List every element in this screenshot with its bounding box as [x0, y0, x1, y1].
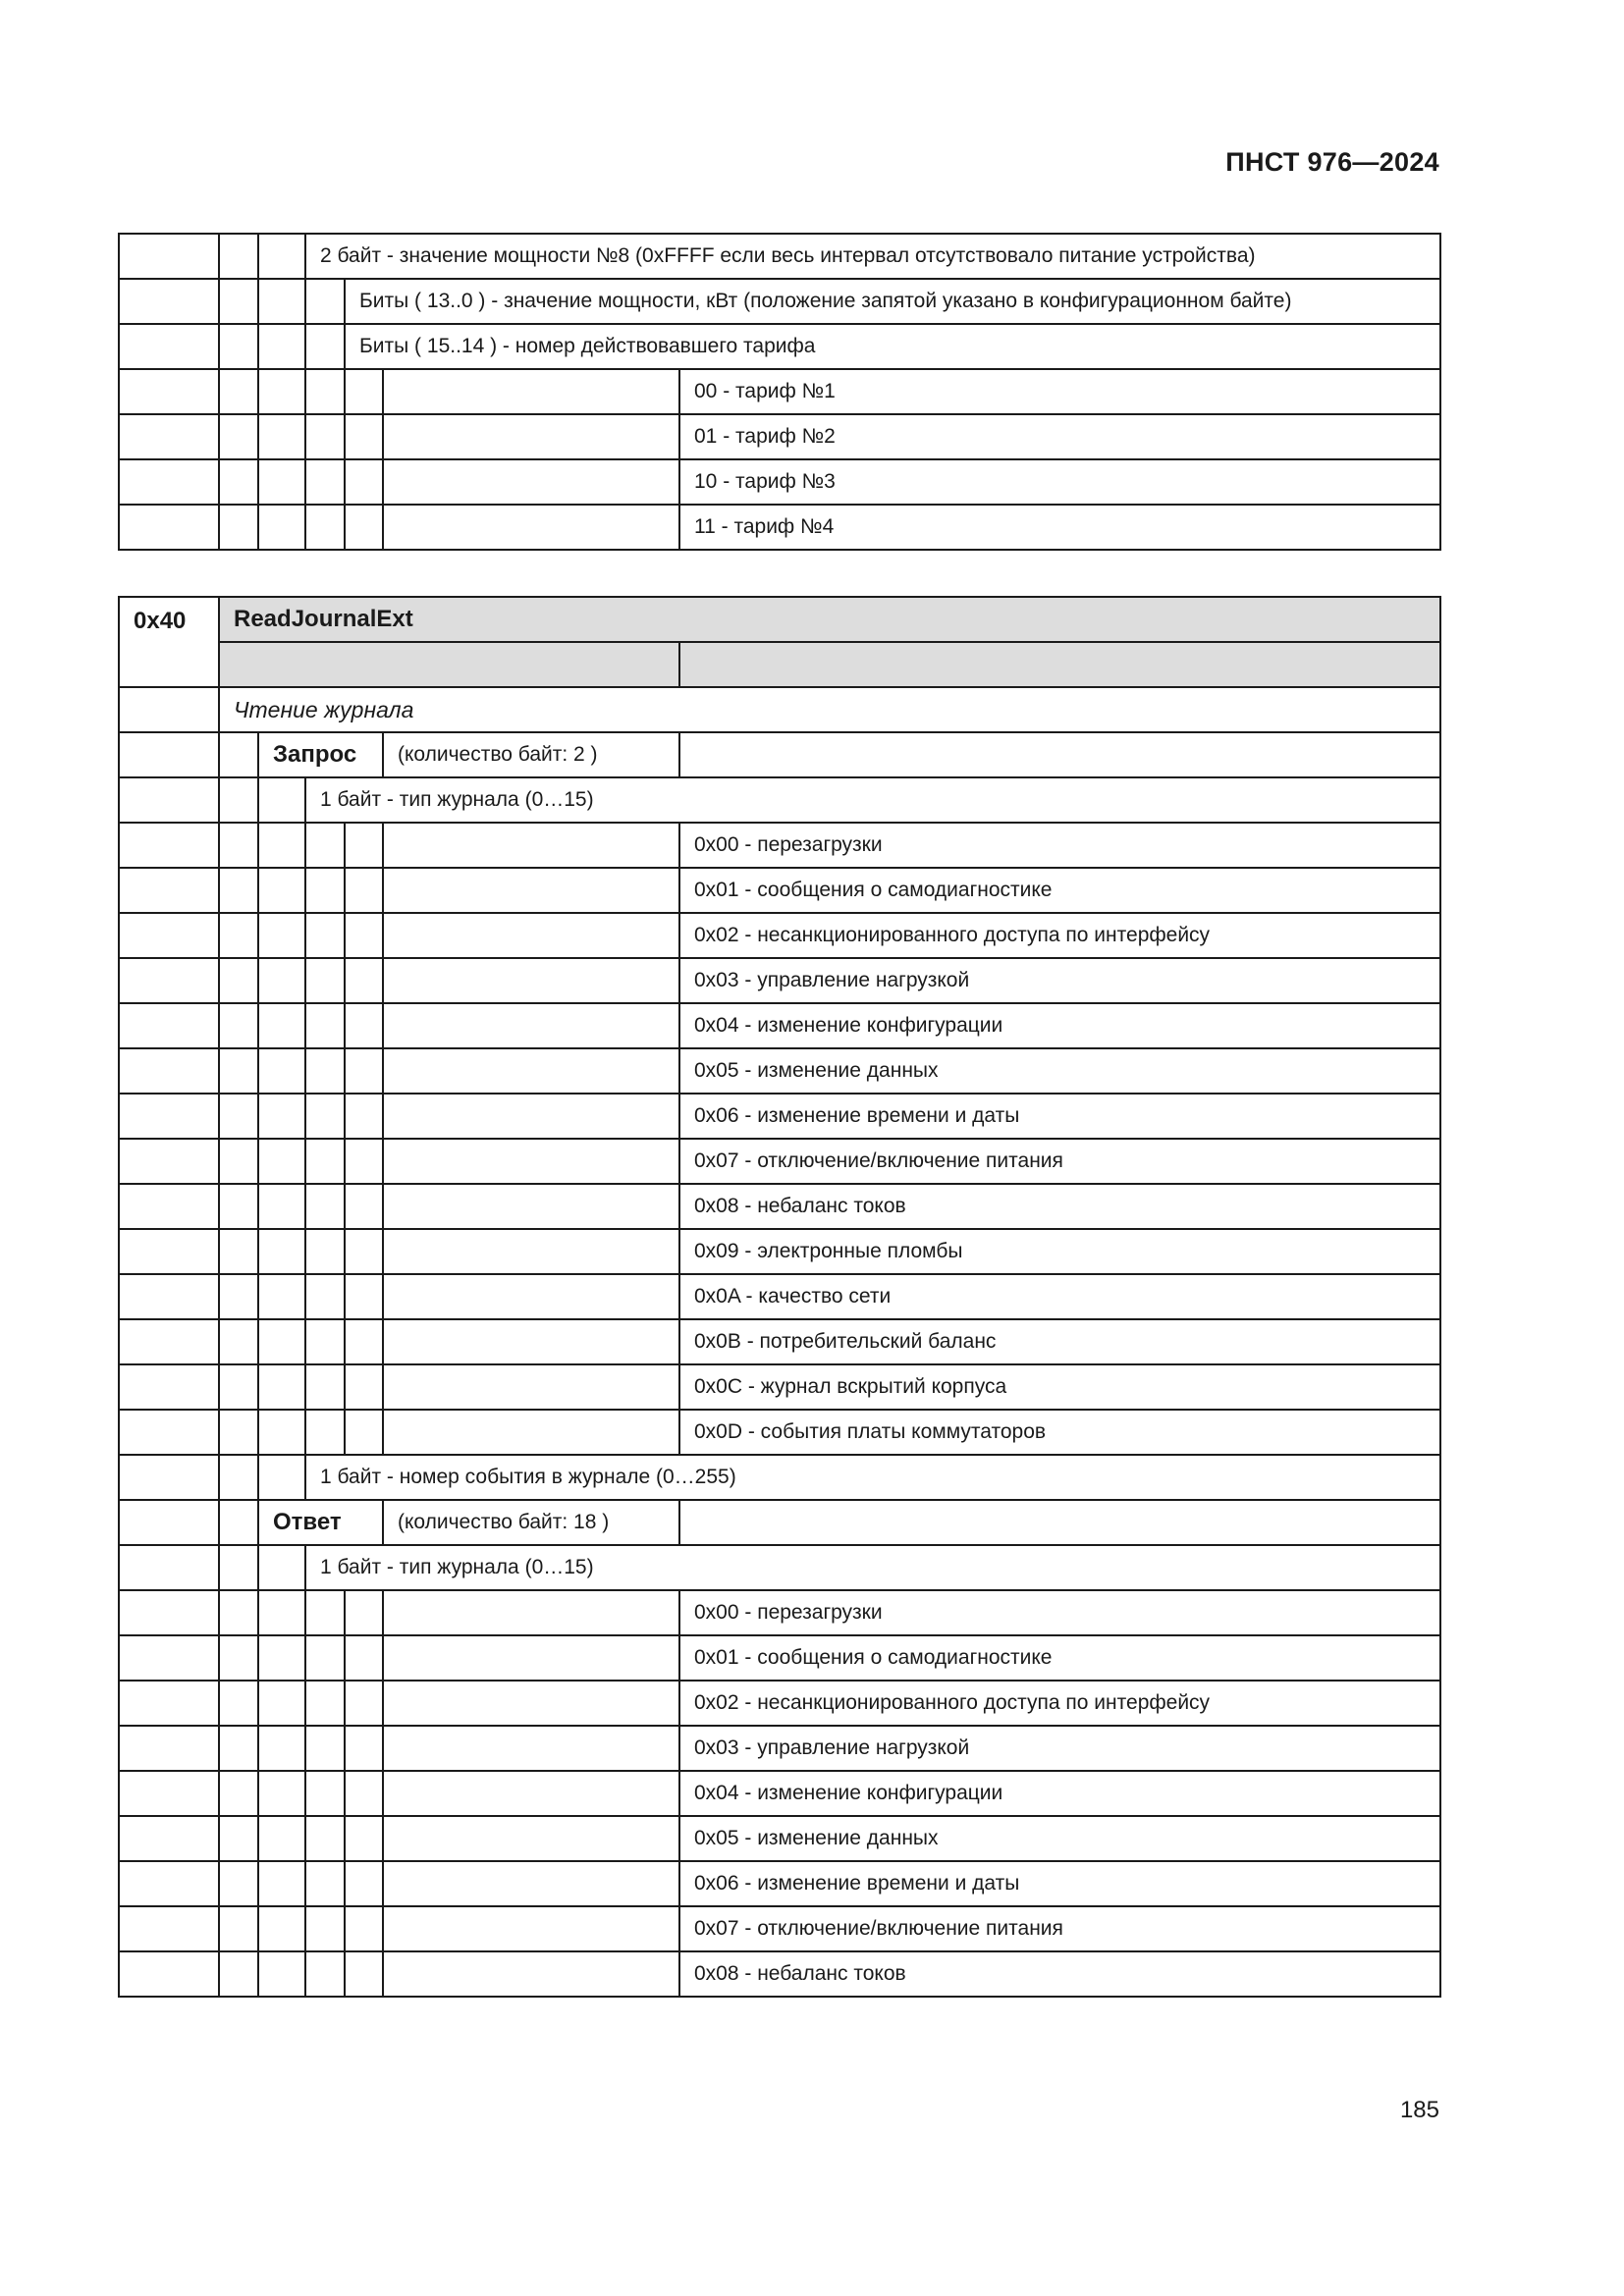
empty-cell [119, 1771, 219, 1816]
empty-cell [219, 1139, 258, 1184]
list-value: 0x03 - управление нагрузкой [679, 958, 1440, 1003]
empty-cell [258, 1410, 305, 1455]
empty-cell [305, 1139, 345, 1184]
list-value: 0x01 - сообщения о самодиагностике [679, 1635, 1440, 1681]
list-value: 01 - тариф №2 [679, 414, 1440, 459]
list-row [119, 1184, 1440, 1229]
command-description: Чтение журнала [219, 687, 1440, 732]
empty-cell [305, 1861, 345, 1906]
request-byte-count: (количество байт: 2 ) [383, 732, 679, 777]
empty-cell [345, 868, 383, 913]
page-number: 185 [1399, 2097, 1439, 2123]
empty-cell [119, 1681, 219, 1726]
empty-cell [305, 1184, 345, 1229]
empty-cell [219, 1455, 258, 1500]
empty-cell [305, 1590, 345, 1635]
empty-cell [305, 1635, 345, 1681]
empty-cell [119, 414, 219, 459]
empty-cell [119, 1048, 219, 1094]
subheader-cell [679, 642, 1440, 687]
list-row [119, 958, 1440, 1003]
table-row [119, 1545, 1440, 1590]
empty-cell [119, 505, 219, 550]
empty-cell [679, 732, 1440, 777]
empty-cell [383, 1274, 679, 1319]
empty-cell [119, 823, 219, 868]
list-row [119, 1048, 1440, 1094]
list-value: 0x05 - изменение данных [679, 1816, 1440, 1861]
empty-cell [383, 1681, 679, 1726]
list-value: 10 - тариф №3 [679, 459, 1440, 505]
empty-cell [119, 1816, 219, 1861]
empty-cell [345, 913, 383, 958]
empty-cell [258, 1139, 305, 1184]
bits-power-description: Биты ( 13..0 ) - значение мощности, кВт (положение запятой указано в конфигурационном байте) [345, 279, 1440, 324]
empty-cell [305, 1681, 345, 1726]
list-value: 0x04 - изменение конфигурации [679, 1771, 1440, 1816]
list-value: 0x08 - небаланс токов [679, 1184, 1440, 1229]
empty-cell [345, 414, 383, 459]
empty-cell [679, 1500, 1440, 1545]
empty-cell [258, 1771, 305, 1816]
empty-cell [345, 1410, 383, 1455]
list-row [119, 1139, 1440, 1184]
empty-cell [345, 1184, 383, 1229]
empty-cell [258, 324, 305, 369]
empty-cell [219, 1500, 258, 1545]
empty-cell [219, 459, 258, 505]
empty-cell [345, 1635, 383, 1681]
empty-cell [219, 1861, 258, 1906]
empty-cell [305, 1816, 345, 1861]
empty-cell [345, 1590, 383, 1635]
empty-cell [345, 1094, 383, 1139]
empty-cell [258, 1726, 305, 1771]
empty-cell [258, 823, 305, 868]
empty-cell [258, 868, 305, 913]
response-header-row [119, 1500, 1440, 1545]
empty-cell [305, 958, 345, 1003]
empty-cell [258, 414, 305, 459]
empty-cell [119, 1906, 219, 1951]
empty-cell [258, 1229, 305, 1274]
empty-cell [258, 1003, 305, 1048]
response-journal-type: 1 байт - тип журнала (0…15) [305, 1545, 1440, 1590]
empty-cell [119, 1003, 219, 1048]
list-row [119, 1906, 1440, 1951]
list-row [119, 1861, 1440, 1906]
command-title-row [119, 597, 1440, 642]
empty-cell [258, 1545, 305, 1590]
empty-cell [219, 1681, 258, 1726]
empty-cell [383, 1048, 679, 1094]
empty-cell [383, 1635, 679, 1681]
empty-cell [119, 687, 219, 732]
empty-cell [119, 1726, 219, 1771]
list-row [119, 1003, 1440, 1048]
empty-cell [345, 1139, 383, 1184]
empty-cell [383, 868, 679, 913]
empty-cell [219, 823, 258, 868]
empty-cell [119, 1545, 219, 1590]
empty-cell [219, 868, 258, 913]
list-value: 0x02 - несанкционированного доступа по интерфейсу [679, 1681, 1440, 1726]
empty-cell [305, 1003, 345, 1048]
list-value: 0x0C - журнал вскрытий корпуса [679, 1364, 1440, 1410]
empty-cell [305, 414, 345, 459]
empty-cell [119, 1364, 219, 1410]
empty-cell [219, 1771, 258, 1816]
list-row [119, 1771, 1440, 1816]
list-row [119, 868, 1440, 913]
list-row [119, 913, 1440, 958]
empty-cell [119, 1094, 219, 1139]
empty-cell [345, 958, 383, 1003]
empty-cell [383, 459, 679, 505]
empty-cell [345, 1906, 383, 1951]
empty-cell [119, 1500, 219, 1545]
table-row [119, 234, 1440, 279]
request-label: Запрос [258, 732, 383, 777]
empty-cell [219, 1816, 258, 1861]
empty-cell [383, 1139, 679, 1184]
empty-cell [305, 1274, 345, 1319]
empty-cell [219, 913, 258, 958]
bits-tariff-description: Биты ( 15..14 ) - номер действовавшего тарифа [345, 324, 1440, 369]
empty-cell [305, 1048, 345, 1094]
empty-cell [119, 732, 219, 777]
table-row [119, 687, 1440, 732]
empty-cell [383, 1364, 679, 1410]
empty-cell [258, 1635, 305, 1681]
list-value: 0x05 - изменение данных [679, 1048, 1440, 1094]
empty-cell [383, 1229, 679, 1274]
subheader-cell [219, 642, 679, 687]
table-row [119, 1455, 1440, 1500]
list-row [119, 414, 1440, 459]
empty-cell [383, 823, 679, 868]
empty-cell [119, 279, 219, 324]
empty-cell [305, 913, 345, 958]
empty-cell [345, 1048, 383, 1094]
empty-cell [305, 1229, 345, 1274]
list-row [119, 1816, 1440, 1861]
list-row [119, 823, 1440, 868]
empty-cell [258, 777, 305, 823]
empty-cell [383, 1094, 679, 1139]
list-value: 0x06 - изменение времени и даты [679, 1094, 1440, 1139]
list-value: 00 - тариф №1 [679, 369, 1440, 414]
empty-cell [219, 1364, 258, 1410]
empty-cell [383, 913, 679, 958]
list-row [119, 1951, 1440, 1997]
empty-cell [305, 1319, 345, 1364]
list-value: 0x00 - перезагрузки [679, 1590, 1440, 1635]
empty-cell [383, 1184, 679, 1229]
empty-cell [383, 505, 679, 550]
empty-cell [383, 1003, 679, 1048]
list-value: 0x03 - управление нагрузкой [679, 1726, 1440, 1771]
empty-cell [119, 459, 219, 505]
empty-cell [345, 1771, 383, 1816]
list-value: 0x04 - изменение конфигурации [679, 1003, 1440, 1048]
empty-cell [219, 1726, 258, 1771]
empty-cell [305, 1364, 345, 1410]
empty-cell [383, 369, 679, 414]
empty-cell [219, 279, 258, 324]
document-id: ПНСТ 976—2024 [1225, 147, 1439, 177]
empty-cell [258, 1184, 305, 1229]
empty-cell [258, 1681, 305, 1726]
empty-cell [345, 459, 383, 505]
empty-cell [258, 1951, 305, 1997]
list-row [119, 1274, 1440, 1319]
list-value: 0x08 - небаланс токов [679, 1951, 1440, 1997]
list-value: 0x07 - отключение/включение питания [679, 1906, 1440, 1951]
empty-cell [119, 958, 219, 1003]
empty-cell [305, 1906, 345, 1951]
empty-cell [119, 1951, 219, 1997]
empty-cell [219, 1590, 258, 1635]
list-row [119, 1364, 1440, 1410]
empty-cell [119, 777, 219, 823]
empty-cell [345, 505, 383, 550]
empty-cell [258, 1094, 305, 1139]
empty-cell [258, 369, 305, 414]
empty-cell [383, 1590, 679, 1635]
list-value: 0x09 - электронные пломбы [679, 1229, 1440, 1274]
request-event-number: 1 байт - номер события в журнале (0…255) [305, 1455, 1440, 1500]
table-row [119, 777, 1440, 823]
command-name: ReadJournalExt [219, 597, 1440, 642]
empty-cell [258, 958, 305, 1003]
list-value: 0x0D - события платы коммутаторов [679, 1410, 1440, 1455]
empty-cell [219, 1906, 258, 1951]
empty-cell [119, 1635, 219, 1681]
list-row [119, 1229, 1440, 1274]
empty-cell [119, 369, 219, 414]
empty-cell [383, 1906, 679, 1951]
empty-cell [219, 732, 258, 777]
empty-cell [219, 1951, 258, 1997]
empty-cell [383, 1816, 679, 1861]
empty-cell [383, 1951, 679, 1997]
table-row [119, 279, 1440, 324]
empty-cell [219, 1003, 258, 1048]
empty-cell [258, 1274, 305, 1319]
empty-cell [219, 1229, 258, 1274]
empty-cell [258, 279, 305, 324]
empty-cell [258, 1319, 305, 1364]
empty-cell [119, 1139, 219, 1184]
power-value-description: 2 байт - значение мощности №8 (0xFFFF если весь интервал отсутствовало питание устройства) [305, 234, 1440, 279]
empty-cell [219, 958, 258, 1003]
empty-cell [119, 1455, 219, 1500]
empty-cell [258, 1861, 305, 1906]
empty-cell [119, 1319, 219, 1364]
empty-cell [305, 369, 345, 414]
empty-cell [258, 1364, 305, 1410]
list-row [119, 369, 1440, 414]
list-row [119, 1094, 1440, 1139]
power-format-table [118, 233, 1441, 551]
empty-cell [258, 234, 305, 279]
empty-cell [345, 1951, 383, 1997]
empty-cell [219, 369, 258, 414]
list-row [119, 1635, 1440, 1681]
empty-cell [305, 459, 345, 505]
empty-cell [219, 505, 258, 550]
empty-cell [119, 868, 219, 913]
list-value: 0x0B - потребительский баланс [679, 1319, 1440, 1364]
command-code: 0x40 [119, 597, 219, 687]
empty-cell [383, 1726, 679, 1771]
empty-cell [258, 913, 305, 958]
list-row [119, 1590, 1440, 1635]
response-label: Ответ [258, 1500, 383, 1545]
read-journal-ext-table [118, 596, 1441, 1998]
empty-cell [305, 1410, 345, 1455]
empty-cell [305, 823, 345, 868]
list-row [119, 459, 1440, 505]
empty-cell [219, 777, 258, 823]
empty-cell [305, 1094, 345, 1139]
empty-cell [345, 1726, 383, 1771]
empty-cell [258, 459, 305, 505]
empty-cell [345, 1816, 383, 1861]
empty-cell [305, 505, 345, 550]
empty-cell [383, 1319, 679, 1364]
empty-cell [219, 1545, 258, 1590]
empty-cell [305, 1771, 345, 1816]
empty-cell [119, 913, 219, 958]
list-value: 0x01 - сообщения о самодиагностике [679, 868, 1440, 913]
empty-cell [219, 1094, 258, 1139]
list-row [119, 505, 1440, 550]
empty-cell [219, 1635, 258, 1681]
empty-cell [119, 324, 219, 369]
command-subheader-row [119, 642, 1440, 687]
list-value: 11 - тариф №4 [679, 505, 1440, 550]
empty-cell [119, 1229, 219, 1274]
empty-cell [119, 1410, 219, 1455]
list-row [119, 1681, 1440, 1726]
table-row [119, 324, 1440, 369]
response-byte-count: (количество байт: 18 ) [383, 1500, 679, 1545]
list-value: 0x00 - перезагрузки [679, 823, 1440, 868]
empty-cell [219, 414, 258, 459]
empty-cell [305, 1951, 345, 1997]
list-row [119, 1410, 1440, 1455]
list-row [119, 1726, 1440, 1771]
request-header-row [119, 732, 1440, 777]
empty-cell [345, 1681, 383, 1726]
empty-cell [219, 1048, 258, 1094]
empty-cell [258, 1048, 305, 1094]
empty-cell [219, 1274, 258, 1319]
list-row [119, 1319, 1440, 1364]
empty-cell [345, 1319, 383, 1364]
empty-cell [258, 1455, 305, 1500]
empty-cell [219, 324, 258, 369]
empty-cell [383, 1771, 679, 1816]
list-value: 0x07 - отключение/включение питания [679, 1139, 1440, 1184]
empty-cell [219, 1410, 258, 1455]
empty-cell [119, 1274, 219, 1319]
empty-cell [345, 1274, 383, 1319]
empty-cell [383, 1410, 679, 1455]
empty-cell [383, 958, 679, 1003]
empty-cell [383, 1861, 679, 1906]
empty-cell [345, 823, 383, 868]
empty-cell [258, 505, 305, 550]
empty-cell [345, 1861, 383, 1906]
empty-cell [119, 1184, 219, 1229]
empty-cell [258, 1906, 305, 1951]
empty-cell [219, 1319, 258, 1364]
empty-cell [345, 1364, 383, 1410]
empty-cell [305, 324, 345, 369]
empty-cell [345, 1229, 383, 1274]
empty-cell [119, 1590, 219, 1635]
empty-cell [305, 868, 345, 913]
list-value: 0x06 - изменение времени и даты [679, 1861, 1440, 1906]
empty-cell [345, 369, 383, 414]
empty-cell [383, 414, 679, 459]
empty-cell [219, 234, 258, 279]
empty-cell [345, 1003, 383, 1048]
list-value: 0x02 - несанкционированного доступа по интерфейсу [679, 913, 1440, 958]
list-value: 0x0A - качество сети [679, 1274, 1440, 1319]
request-journal-type: 1 байт - тип журнала (0…15) [305, 777, 1440, 823]
empty-cell [258, 1816, 305, 1861]
empty-cell [119, 234, 219, 279]
empty-cell [305, 1726, 345, 1771]
empty-cell [219, 1184, 258, 1229]
empty-cell [258, 1590, 305, 1635]
empty-cell [119, 1861, 219, 1906]
empty-cell [305, 279, 345, 324]
